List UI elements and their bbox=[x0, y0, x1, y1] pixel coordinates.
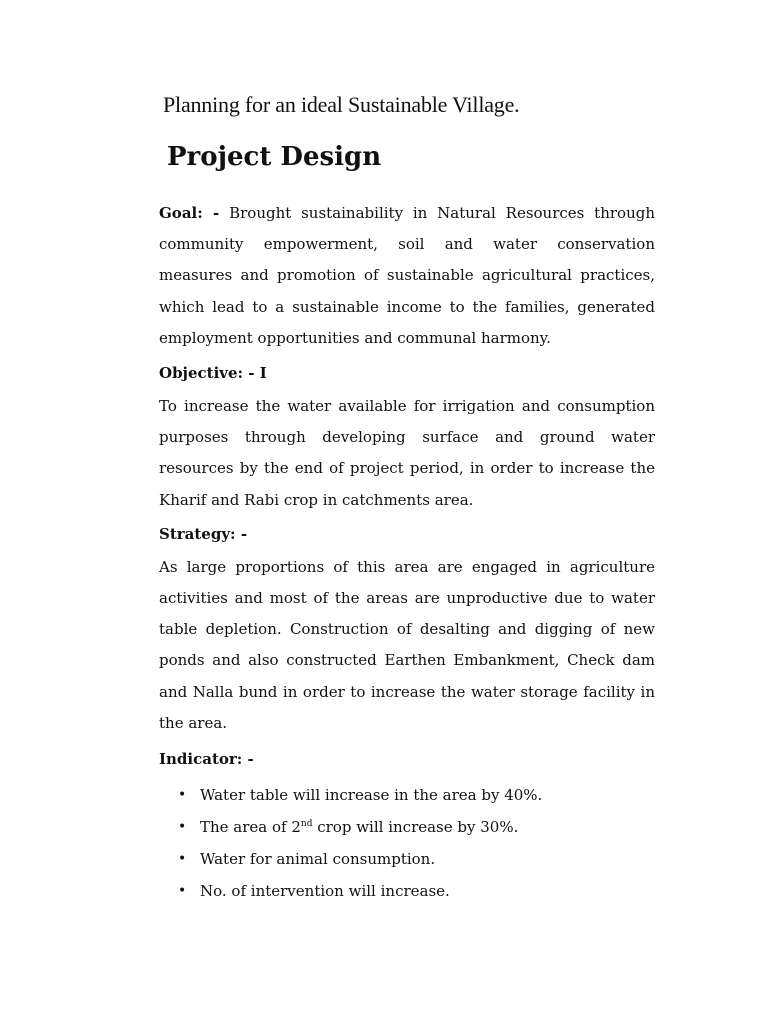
indicator-list-item bbox=[159, 811, 655, 843]
goal-text: Brought sustainability in Natural Resources through community empowerment, soil and water conservation measures and promotion of sustainable agricultural practices, which lead to a sustainable income to the families, generated employment opportunities and communal harmony. bbox=[159, 204, 655, 347]
indicator-item-text-pre: The area of 2 bbox=[200, 818, 301, 837]
document-body bbox=[159, 198, 655, 907]
objective-paragraph: To increase the water available for irrigation and consumption purposes through developing surface and ground water resources by the end of project period, in order to increase the Kharif and Rabi crop in catchments area. bbox=[159, 397, 655, 509]
indicator-item-text: Water for animal consumption. bbox=[200, 850, 436, 869]
indicator-item-text: Water table will increase in the area by 40%. bbox=[200, 786, 543, 805]
bullet-icon: • bbox=[178, 819, 187, 836]
indicator-heading: Indicator: - bbox=[159, 750, 254, 769]
document-pre-title: Planning for an ideal Sustainable Village. bbox=[163, 92, 520, 117]
indicator-list-item bbox=[159, 875, 655, 907]
document-title: Project Design bbox=[167, 142, 382, 172]
strategy-heading: Strategy: - bbox=[159, 524, 248, 543]
bullet-icon: • bbox=[178, 851, 187, 868]
indicator-item-text-post: crop will increase by 30%. bbox=[312, 818, 519, 837]
indicator-list-item bbox=[159, 843, 655, 875]
objective-heading: Objective: - I bbox=[159, 364, 267, 383]
indicator-list bbox=[159, 779, 655, 907]
indicator-item-text bbox=[200, 818, 518, 836]
bullet-icon: • bbox=[178, 883, 187, 900]
indicator-list-item bbox=[159, 779, 655, 811]
strategy-paragraph: As large proportions of this area are engaged in agriculture activities and most of the areas are unproductive due to water table depletion. Construction of desalting and digging of new ponds and also constructed Earthen Embankment, Check dam and Nalla bund in order to increase the water storage facility in the area. bbox=[159, 557, 655, 732]
bullet-icon: • bbox=[178, 787, 187, 804]
goal-label: Goal: - bbox=[159, 204, 220, 222]
indicator-item-text: No. of intervention will increase. bbox=[200, 882, 450, 901]
goal-paragraph bbox=[159, 198, 655, 354]
ordinal-superscript: nd bbox=[300, 819, 313, 830]
